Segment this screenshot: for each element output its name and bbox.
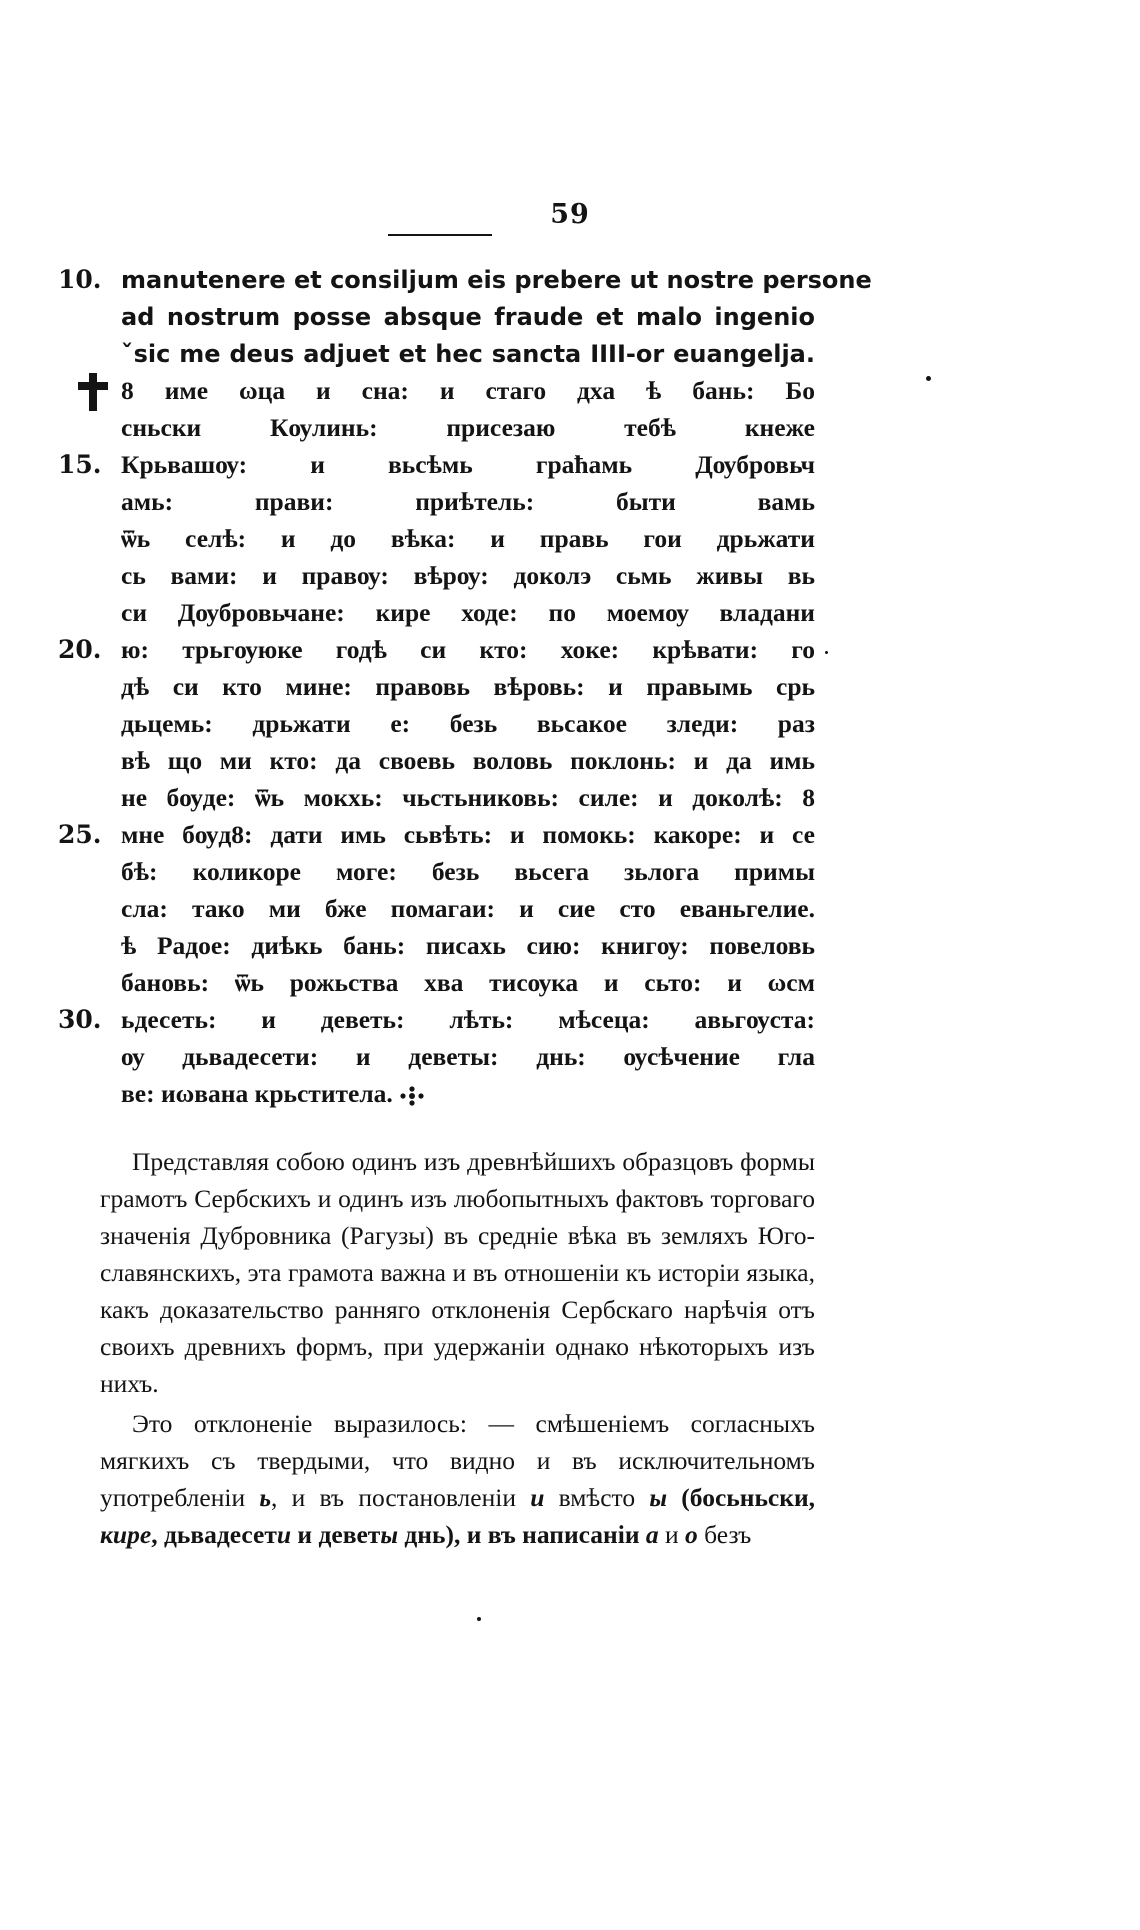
commentary — [100, 1140, 815, 1553]
charter-line — [0, 521, 1140, 558]
stray-dot — [926, 376, 931, 381]
charter-line — [0, 780, 1140, 817]
charter-line — [0, 558, 1140, 595]
charter-line — [0, 484, 1140, 521]
line-number: 30. — [58, 1005, 102, 1034]
line-text: 8 име ωца и сна: и стаго дха ѣ бань: Бо — [121, 376, 815, 405]
line-number: 10. — [58, 265, 102, 294]
italic-letter: а — [645, 1520, 659, 1549]
charter-line — [0, 299, 1140, 336]
line-text — [121, 1078, 425, 1110]
text-run: , и въ постановленіи — [271, 1483, 531, 1512]
charter-line — [0, 410, 1140, 447]
text-run: днь), и въ написаніи — [398, 1520, 646, 1549]
line-text: мне бѹд8: дати имь сьвѣть: и помокь: какоре: и се — [121, 820, 815, 849]
text-run: и — [658, 1520, 686, 1549]
line-text: дѣ си кто мине: правовь вѣровь: и правымь срь — [121, 672, 815, 701]
stray-dot — [477, 1617, 481, 1621]
line-text: ѣ Радое: диѣкь бань: писахь сию: книгѹ: повеловь — [121, 931, 815, 960]
line-text: амь: прави: приѣтель: быти вамь — [121, 487, 815, 516]
charter-line — [0, 1039, 1140, 1076]
line-number: 15. — [58, 450, 102, 479]
italic-letter: ь — [259, 1483, 271, 1512]
commentary-paragraph: Представляя собою одинъ изъ древнѣйшихъ образцовъ формы грамотъ Сербскихъ и одинъ изъ любопытныхъ фактовъ торговаго значенія Дубровника (Рагузы) въ средніе вѣка въ земляхъ Юго-славянскихъ, эта грамота важна и въ отношеніи къ исторіи языка, какъ доказательство ранняго отклоненія Сербскаго нарѣчія отъ своихъ древнихъ формъ, при удержаніи однако нѣкоторыхъ изъ нихъ. — [100, 1147, 815, 1398]
text-run: и девет — [291, 1520, 381, 1549]
italic-letter: и — [276, 1520, 292, 1549]
line-number: 25. — [58, 820, 102, 849]
line-text: вѣ що ми кто: да своевь воловь поклонь: и да имь — [121, 746, 815, 775]
charter-line — [0, 1002, 1140, 1039]
charter-line — [0, 373, 1140, 410]
charter-line — [0, 1076, 1140, 1113]
end-mark-icon — [399, 1086, 425, 1106]
charter-line — [0, 891, 1140, 928]
line-text: ю: трьгѹюке годѣ си кто: хоке: крѣвати: го — [121, 635, 815, 664]
charter-line — [0, 447, 1140, 484]
line-number: 20. — [58, 635, 102, 664]
text-run: , дьвадесет — [151, 1520, 277, 1549]
charter-line — [0, 595, 1140, 632]
text-run: вмѣсто — [544, 1483, 650, 1512]
charter-line — [0, 632, 1140, 669]
line-text: Крьвашѹ: и вьсѣмь граћамь Дѹбровьч — [121, 450, 815, 479]
commentary-paragraph — [100, 1405, 815, 1553]
line-text: ad nostrum posse absque fraude et malo ingenio — [121, 303, 815, 331]
line-text: ѹ дьвадесети: и деветы: днь: ѹсѣчение гла — [121, 1042, 815, 1071]
italic-word: кире — [100, 1520, 152, 1549]
line-text: сньски Кѹлинь: присезаю тебѣ кнеже — [121, 413, 815, 442]
stray-dot — [825, 651, 828, 654]
line-text: дьцемь: дрьжати е: безь вьсакое зледи: раз — [121, 709, 815, 738]
italic-letter: ы — [649, 1483, 668, 1512]
italic-letter: и — [530, 1483, 545, 1512]
charter-line — [0, 817, 1140, 854]
text-run: безъ — [697, 1520, 752, 1549]
line-text: си Дѹбровьчане: кире ходе: по моемѹ владани — [121, 598, 815, 627]
charter-line — [0, 928, 1140, 965]
line-text: ˇsic me deus adjuet et hec sancta IIII-or euangelja. — [121, 340, 815, 368]
text-run: Это отклоненіе выразилось: — смѣшеніемъ согласныхъ мягкихъ съ твердыми, что видно и въ исключительномъ употребленіи — [100, 1409, 815, 1512]
line-text: manutenere et consiljum eis prebere ut nostre persone — [121, 266, 872, 294]
italic-letter: о — [685, 1520, 698, 1549]
charter-line — [0, 854, 1140, 891]
charter-line — [0, 743, 1140, 780]
line-text: ьдесеть: и деветь: лѣть: мѣсеца: авьгѹста: — [121, 1005, 815, 1034]
line-text: не бѹде: ѿь мокхь: чьстьниковь: силе: и доколѣ: 8 — [121, 783, 815, 812]
line-text: ѿь селѣ: и до вѣка: и правь гои дрьжати — [121, 524, 815, 553]
charter-line — [0, 965, 1140, 1002]
line-text: сь вами: и правѹ: вѣрѹ: доколэ сьмь живы вь — [121, 561, 815, 590]
page-number-rule — [388, 234, 492, 236]
text-run: (босьньски, — [667, 1483, 816, 1512]
charter-line — [0, 706, 1140, 743]
line-text: бановь: ѿь рожьства хва тисѹка и сьто: и ωсм — [121, 968, 815, 997]
charter-line — [0, 336, 1140, 373]
italic-letter: ы — [380, 1520, 399, 1549]
page-number: 59 — [550, 199, 590, 230]
line-text: сла: тако ми бже помагаи: и сие сто еваньгелие. — [121, 894, 815, 923]
line-text: бѣ: коликоре моге: безь вьсега зьлога примы — [121, 857, 815, 886]
charter-line — [0, 262, 1140, 299]
line-text-body: ве: иωвана крьститела. — [121, 1079, 393, 1108]
charter-line — [0, 669, 1140, 706]
cross-icon — [78, 373, 108, 411]
